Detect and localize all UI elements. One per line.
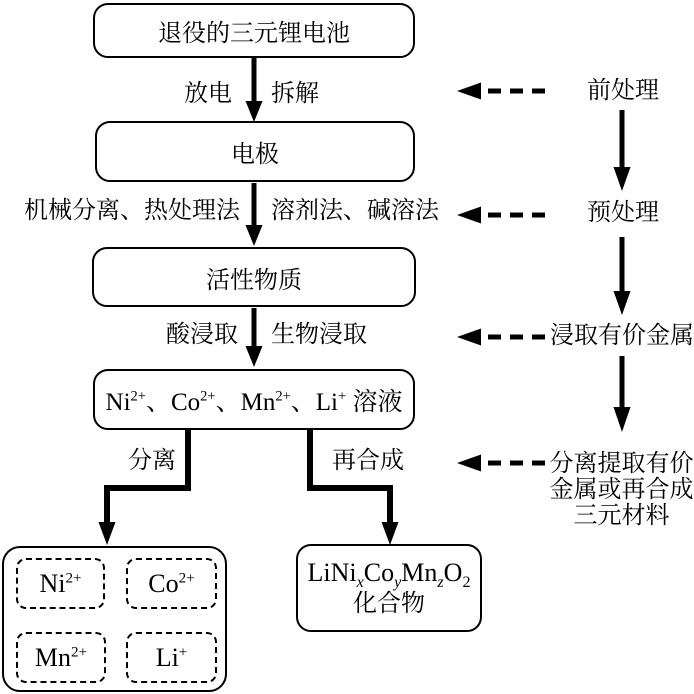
- dashed-arrow-pretreatment: [457, 83, 545, 100]
- ion-box-li: [126, 632, 217, 683]
- dashed-arrow-leaching: [457, 329, 545, 346]
- bio-leaching-label: 生物浸取: [271, 322, 367, 348]
- stage-separation-line1: 分离提取有价: [549, 451, 694, 477]
- compound-formula: $LiNi_xCo_yMn_zO_2$: [307, 558, 471, 592]
- electrode-box: [95, 121, 415, 182]
- active-material-box-label: 活性物质: [206, 267, 302, 294]
- ion-li-label: Li+: [155, 642, 188, 672]
- dashed-arrow-separation: [457, 455, 545, 472]
- ion-box-mn: [16, 632, 106, 683]
- separation-label: 分离: [128, 448, 176, 474]
- ion-box-ni: [16, 558, 105, 609]
- ion-solution-box: [93, 369, 415, 430]
- active-material-box: [92, 247, 416, 307]
- ion-box-co: [126, 558, 217, 609]
- arrow-battery-to-electrode: [246, 57, 263, 122]
- separated-ions-container: [2, 546, 227, 692]
- stage-preprocessing-label: 预处理: [587, 200, 659, 226]
- dashed-arrow-preprocessing: [457, 207, 545, 224]
- stage-separation-line3: 三元材料: [573, 503, 670, 529]
- arrow-active-to-solution: [246, 308, 263, 367]
- stage-separation-line2: 金属或再合成: [549, 477, 694, 503]
- resynthesis-label: 再合成: [332, 448, 404, 474]
- arrow-stage2-to-stage3: [614, 237, 631, 315]
- stage-separation-label: [548, 451, 694, 529]
- discharge-label: 放电: [184, 81, 232, 107]
- ion-co-label: $Co^{2+}$: [148, 568, 195, 598]
- ion-solution-box-label: $Ni^{2+}$、$Co^{2+}$、$Mn^{2+}$、Li+ 溶液: [105, 388, 403, 416]
- dismantle-label: 拆解: [271, 81, 319, 107]
- arrow-stage3-to-stage4: [614, 356, 631, 432]
- stage-pretreatment-label: 前处理: [587, 78, 659, 104]
- mechanical-separation-label: 机械分离、热处理法: [24, 198, 240, 224]
- compound-name-label: 化合物: [353, 591, 425, 617]
- ion-mn-label: $Mn^{2+}$: [34, 642, 88, 672]
- battery-box-label: 退役的三元锂电池: [158, 21, 350, 47]
- arrow-electrode-to-active: [246, 183, 263, 246]
- stage-leaching-label: 浸取有价金属: [550, 323, 694, 349]
- compound-box: [296, 544, 482, 632]
- battery-box: [93, 3, 415, 58]
- ion-ni-label: $Ni^{2+}$: [39, 568, 82, 598]
- acid-leaching-label: 酸浸取: [166, 322, 238, 348]
- electrode-box-label: 电极: [231, 142, 279, 168]
- arrow-stage1-to-stage2: [614, 110, 631, 191]
- solvent-method-label: 溶剂法、碱溶法: [271, 198, 439, 224]
